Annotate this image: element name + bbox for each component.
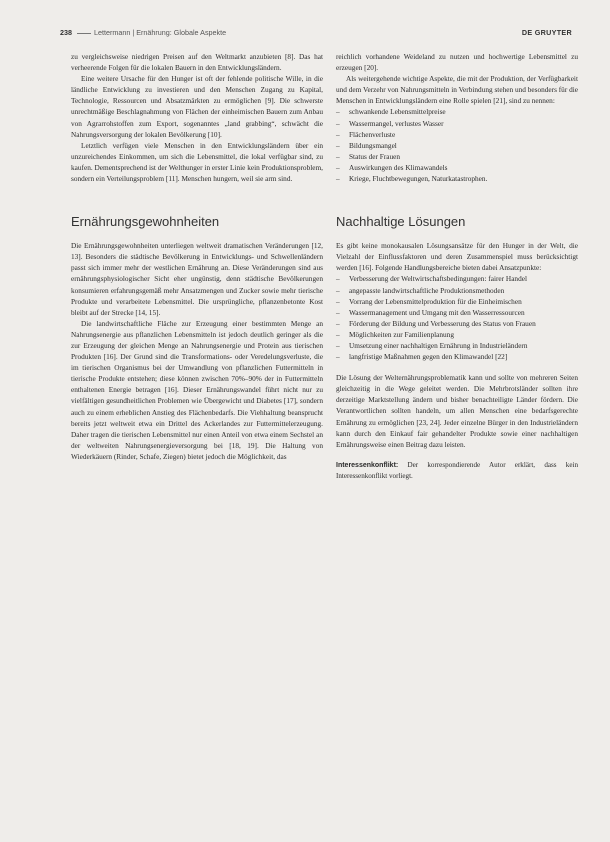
list-item: – Vorrang der Lebensmittelproduktion für die Einheimischen [336,296,578,307]
list-item: – Umsetzung einer nachhaltigen Ernährung in Industrieländern [336,340,578,351]
list-item: – Förderung der Bildung und Verbesserung des Status von Frauen [336,318,578,329]
header-divider [77,33,91,34]
running-head: Lettermann | Ernährung: Globale Aspekte [94,28,227,37]
paragraph: Letztlich verfügen viele Menschen in den Entwicklungsländern über ein unzureichendes Einkommen, um sich die Lebensmittel, die lokal verfügbar sind, zu kaufen. Dementsprechend ist der Welthunger in erster Linie kein Produktionsproblem, sondern ein Verteilungsproblem [11]. Menschen hungern, weil sie arm sind. [71,140,323,184]
page-header [60,28,572,42]
list-item: – Auswirkungen des Klimawandels [336,162,578,173]
left-column [71,51,323,462]
aspects-list [336,106,578,184]
list-item: – Verbesserung der Weltwirtschaftsbedingungen: fairer Handel [336,273,578,284]
paragraph: Die Ernährungsgewohnheiten unterliegen weltweit dramatischen Veränderungen [12, 13]. Besonders die städtische Bevölkerung in Entwicklungs- und Schwellenländern passt sich immer mehr der westlichen Ernährung an. Diese Veränderungen sind aus ernährungsphysiologischer Sicht eher ungünstig, denn städtische Bevölkerungen konsumieren erfahrungsgemäß mehr Ansatzmengen und Zucker sowie mehr tierische Produkte und verarbeitete Lebensmittel. Die ursprüngliche, pflanzenbetonte Kost bleibt auf der Strecke [14, 15]. [71,241,323,317]
list-item: – Möglichkeiten zur Familienplanung [336,329,578,340]
list-item: – Flächenverluste [336,129,578,140]
paragraph: Es gibt keine monokausalen Lösungsansätze für den Hunger in der Welt, die Vielzahl der Einflussfaktoren und deren Zusammenspiel muss berücksichtigt werden [16]. Folgende Handlungsbereiche bieten dabei Ansatzpunkte: [336,241,578,273]
solutions-list [336,273,578,362]
list-item: – Wassermanagement und Umgang mit den Wasserressourcen [336,307,578,318]
list-item: – Status der Frauen [336,151,578,162]
list-item: – langfristige Maßnahmen gegen den Klimawandel [22] [336,351,578,362]
spacer [336,184,578,214]
list-item: – angepasste landwirtschaftliche Produktionsmethoden [336,285,578,296]
spacer [336,362,578,372]
paragraph: Als weitergehende wichtige Aspekte, die mit der Produktion, der Verfügbarkeit und dem Verzehr von Nahrungsmitteln in Verbindung stehen und besonders für die Menschen in Entwicklungsländern eine Rolle spielen [21], sind zu nennen: [336,74,578,106]
spacer [336,450,578,460]
paragraph: reichlich vorhandene Weideland zu nutzen und hochwertige Lebensmittel zu erzeugen [20]. [336,52,578,73]
list-item: – schwankende Lebensmittelpreise [336,106,578,117]
paragraph: Die Lösung der Welternährungsproblematik kann und sollte von mehreren Seiten gleichzeitig in die Wege geleitet werden. Die Mehrbrotsländer sollten ihre derzeitige Marktstellung ändern und bisher benachteiligte Länder fördern. Die Verantwortlichen sollten handeln, um allen Menschen eine bedarfsgerechte Ernährung zu ermöglichen [23, 24]. Jeder einzelne Bürger in den Industrieländern kann durch den Einkauf fair gehandelter Produkte sowie einer nachhaltigen Ernährungsweise einen Beitrag dazu leisten. [336,373,578,449]
spacer [336,230,578,240]
list-item: – Bildungsmangel [336,140,578,151]
page-number: 238 [60,28,72,37]
footnote-text: Der korrespondierende Autor erklärt, dass kein Interessenkonflikt vorliegt. [336,460,578,480]
section-heading: Nachhaltige Lösungen [336,214,466,230]
spacer [71,184,323,214]
publisher-logo: DE GRUYTER [521,28,572,37]
paragraph: zu vergleichsweise niedrigen Preisen auf den Weltmarkt anzubieten [8]. Das hat verheerende Folgen für die lokalen Bauern in den Entwicklungsländern. [71,52,323,73]
list-item: – Kriege, Fluchtbewegungen, Naturkatastrophen. [336,173,578,184]
conflict-of-interest-note [336,460,578,482]
section-heading: Ernährungsgewohnheiten [71,214,220,230]
footnote-label: Interessenkonflikt: [336,461,399,469]
paragraph: Die landwirtschaftliche Fläche zur Erzeugung einer bestimmten Menge an Nahrungsenergie aus pflanzlichen Lebensmitteln ist jedoch deutlich geringer als die zur Erzeugung der gleichen Menge an Nahrungsenergie und Protein aus tierischen Produkten [16]. Der Grund sind die Transformations- oder Veredelungsverluste, die im tierischen Organismus bei der Umwandlung von pflanzlichen Futtermitteln in tierische Produkte entstehen; diese können zwischen 70%–90% der in Futtermitteln enthaltenen Energie betragen [16]. Dieser Ernährungswandel führt nicht nur zu vielfältigen gesundheitlichen Problemen wie Übergewicht und Diabetes [17], sondern auch zu einem erheblichen Anstieg des Flächenbedarfs. Die Viehhaltung beansprucht bereits jetzt weltweit etwa ein Drittel des Ackerlandes zur Futtermittelerzeugung. Daher tragen die tierischen Lebensmittel nur einen Anteil von etwa einem Sechstel an der weltweiten Nahrungsenergieversorgung bei [18, 19]. Die Haltung von Wiederkäuern (Rinder, Schafe, Ziegen) bietet jedoch die Möglichkeit, das [71,318,323,461]
right-column [336,51,578,482]
spacer [71,230,323,240]
list-item: – Wassermangel, verlustes Wasser [336,118,578,129]
paragraph: Eine weitere Ursache für den Hunger ist oft der fehlende politische Wille, in die ländliche Entwicklung zu investieren und den Menschen Zugang zu Kapital, Technologie, Ressourcen und Absatzmärkten zu ermöglichen [9]. Die schwerste unrechtmäßige Beschlagnahmung von Flächen der einheimischen Bauern zum Anbau von Agrarrohstoffen zum Export, sogenanntes „land grabbing“, schwächt die Nahrungsversorgung der lokalen Bevölkerung [10]. [71,74,323,139]
